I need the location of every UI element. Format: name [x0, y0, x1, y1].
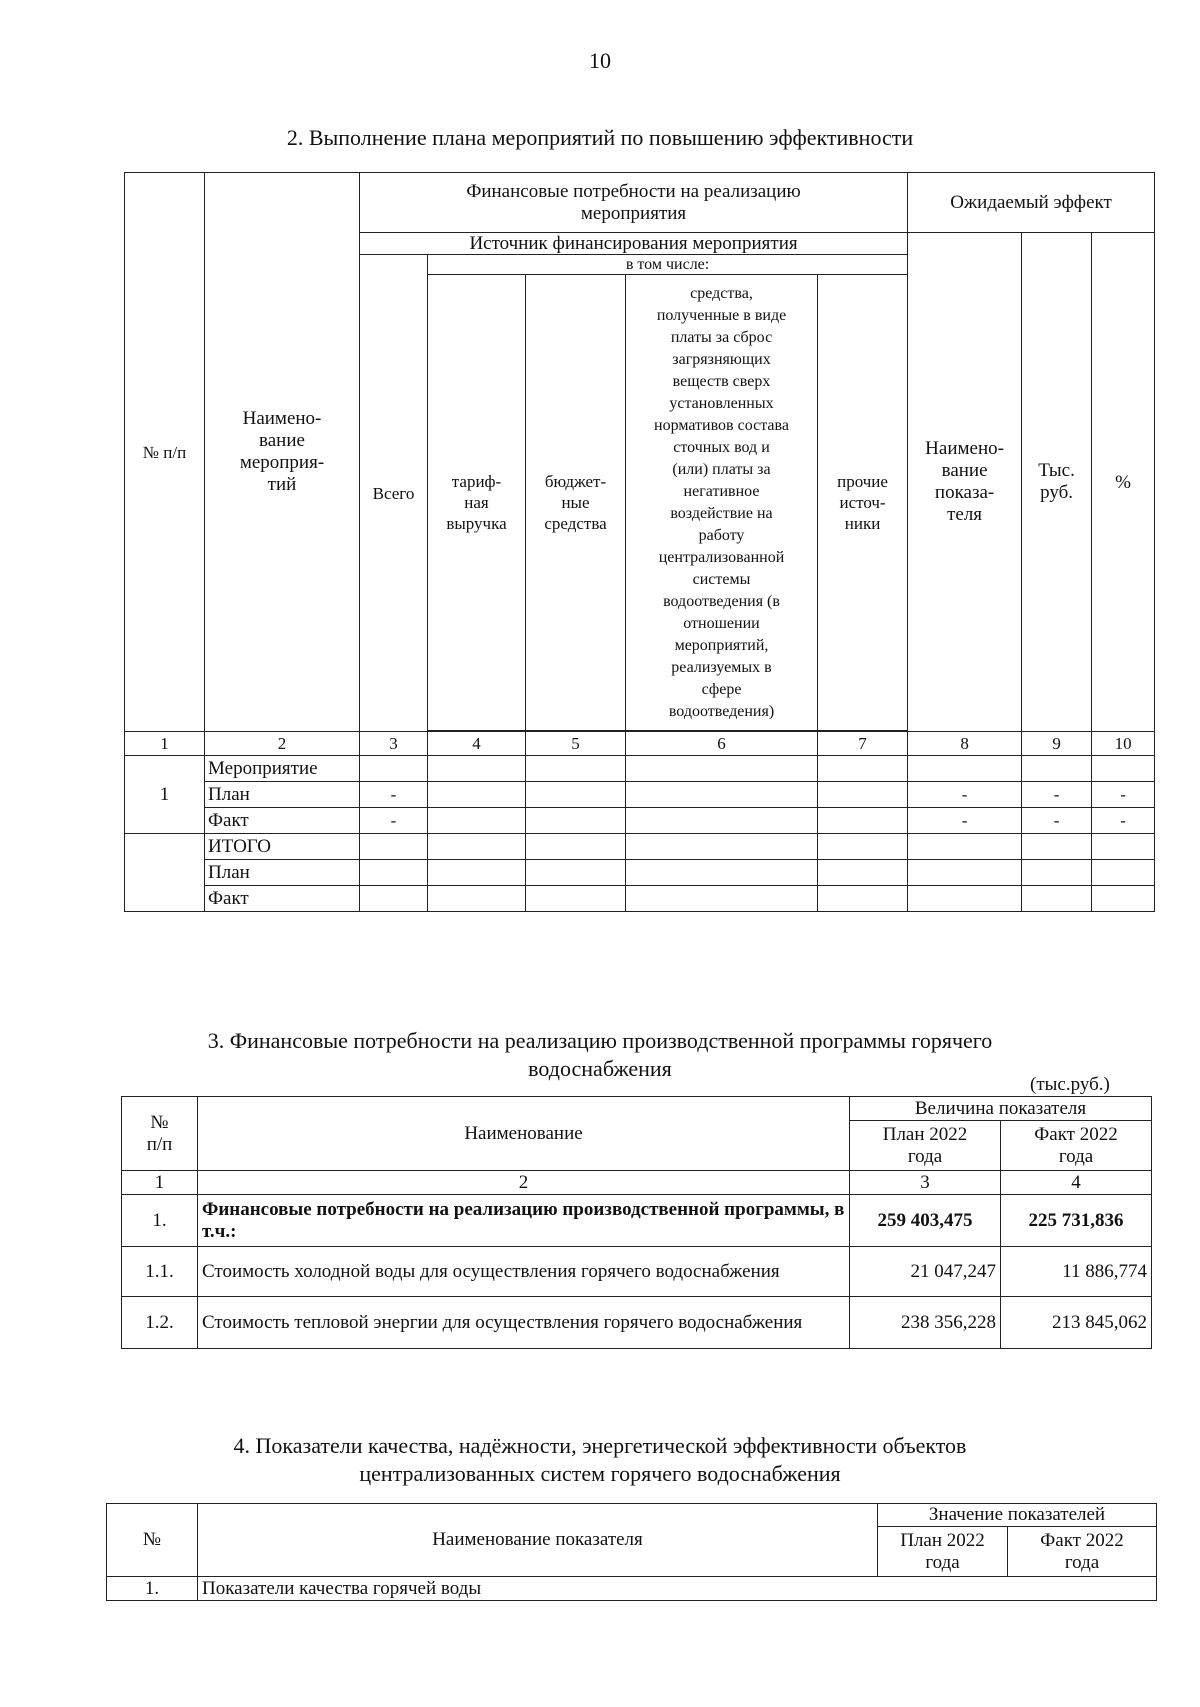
- header-num: № п/п: [122, 1097, 198, 1171]
- header-num: № п/п: [125, 173, 205, 732]
- cell: -: [908, 782, 1022, 808]
- section2-title: 2. Выполнение плана мероприятий по повышению эффективности: [286, 125, 914, 150]
- header-source: Источник финансирования мероприятия: [360, 233, 908, 255]
- cell: [428, 886, 526, 912]
- cell: [818, 834, 908, 860]
- cell: [526, 834, 626, 860]
- row-num: [125, 834, 205, 912]
- colnum: 7: [818, 732, 908, 756]
- section3-title: [0, 1027, 1200, 1083]
- row-label: ИТОГО: [205, 834, 360, 860]
- page-number: 10: [589, 48, 611, 73]
- colnum: 9: [1022, 732, 1092, 756]
- header-thousand-rub: Тыс. руб.: [1022, 233, 1092, 732]
- units-label: (тыс.руб.): [1030, 1074, 1110, 1095]
- header-name: Наимено- вание мероприя- тий: [205, 173, 360, 732]
- colnum: 3: [360, 732, 428, 756]
- cell: [360, 886, 428, 912]
- row-num: 1.1.: [122, 1247, 198, 1297]
- cell: [428, 834, 526, 860]
- section4-title-line2: централизованных систем горячего водоснабжения: [359, 1461, 841, 1486]
- cell: [526, 782, 626, 808]
- section4-title-line1: 4. Показатели качества, надёжности, энергетической эффективности объектов: [233, 1433, 967, 1458]
- cell: [626, 756, 818, 782]
- cell: [908, 756, 1022, 782]
- header-values: Значение показателей: [878, 1504, 1157, 1527]
- header-plan: План 2022 года: [878, 1527, 1008, 1577]
- header-indicator: Наимено- вание показа- теля: [908, 233, 1022, 732]
- cell: -: [1022, 782, 1092, 808]
- cell: -: [360, 808, 428, 834]
- header-financial: Финансовые потребности на реализацию мероприятия: [360, 173, 908, 233]
- cell: [526, 886, 626, 912]
- cell: [908, 886, 1022, 912]
- row-label: Факт: [205, 808, 360, 834]
- header-plan: План 2022 года: [850, 1121, 1001, 1171]
- colnum: 3: [850, 1171, 1001, 1195]
- row-fact: 225 731,836: [1001, 1195, 1152, 1247]
- quality-indicators-table: [106, 1503, 1157, 1601]
- colnum: 2: [198, 1171, 850, 1195]
- cell: [428, 756, 526, 782]
- header-effect: Ожидаемый эффект: [908, 173, 1155, 233]
- row-label: План: [205, 782, 360, 808]
- cell: [626, 782, 818, 808]
- cell: [1022, 886, 1092, 912]
- header-percent: %: [1092, 233, 1155, 732]
- cell: -: [1022, 808, 1092, 834]
- cell: [1092, 860, 1155, 886]
- cell: [818, 756, 908, 782]
- row-name: Финансовые потребности на реализацию производственной программы, в т.ч.:: [198, 1195, 850, 1247]
- row-plan: 259 403,475: [850, 1195, 1001, 1247]
- cell: [818, 782, 908, 808]
- row-name: Стоимость холодной воды для осуществления горячего водоснабжения: [198, 1247, 850, 1297]
- colnum: 2: [205, 732, 360, 756]
- row-label: План: [205, 860, 360, 886]
- cell: [1092, 756, 1155, 782]
- colnum: 8: [908, 732, 1022, 756]
- cell: [818, 808, 908, 834]
- row-num: 1.: [122, 1195, 198, 1247]
- cell: [908, 834, 1022, 860]
- row-num: 1: [125, 756, 205, 834]
- colnum: 6: [626, 732, 818, 756]
- cell: [818, 860, 908, 886]
- cell: [626, 834, 818, 860]
- cell: [908, 860, 1022, 886]
- row-name: Стоимость тепловой энергии для осуществления горячего водоснабжения: [198, 1297, 850, 1349]
- cell: [626, 886, 818, 912]
- efficiency-plan-table: [124, 172, 1155, 912]
- header-including: в том числе:: [428, 255, 908, 275]
- header-pollution-fees: средства, полученные в виде платы за сброс загрязняющих веществ сверх установленных нормативов состава сточных вод и (или) платы за негативное воздействие на работу централизованной системы водоотведения (в отношении мероприятий, реализуемых в сфере водоотведения): [626, 275, 818, 731]
- colnum: 4: [428, 732, 526, 756]
- cell: [428, 860, 526, 886]
- colnum: 1: [125, 732, 205, 756]
- row-label: Мероприятие: [205, 756, 360, 782]
- header-num: №: [107, 1504, 198, 1577]
- section3-title-line2: водоснабжения: [528, 1056, 672, 1081]
- header-name: Наименование: [198, 1097, 850, 1171]
- row-plan: 21 047,247: [850, 1247, 1001, 1297]
- cell: [526, 756, 626, 782]
- row-label: Факт: [205, 886, 360, 912]
- cell: [360, 834, 428, 860]
- cell: [1092, 834, 1155, 860]
- section3-title-line1: 3. Финансовые потребности на реализацию производственной программы горячего: [207, 1028, 993, 1053]
- row-num: 1.: [107, 1577, 198, 1601]
- financial-needs-table: [121, 1096, 1152, 1349]
- cell: [626, 808, 818, 834]
- cell: [1022, 756, 1092, 782]
- row-plan: 238 356,228: [850, 1297, 1001, 1349]
- cell: [526, 808, 626, 834]
- cell: -: [1092, 782, 1155, 808]
- cell: [1022, 860, 1092, 886]
- header-name: Наименование показателя: [198, 1504, 878, 1577]
- colnum: 1: [122, 1171, 198, 1195]
- cell: [360, 756, 428, 782]
- cell: [428, 782, 526, 808]
- header-budget: бюджет- ные средства: [526, 275, 626, 731]
- section4-title: [0, 1432, 1200, 1488]
- row-num: 1.2.: [122, 1297, 198, 1349]
- colnum: 4: [1001, 1171, 1152, 1195]
- header-total: Всего: [360, 255, 428, 732]
- cell: -: [360, 782, 428, 808]
- cell: [818, 886, 908, 912]
- cell: [626, 860, 818, 886]
- colnum: 5: [526, 732, 626, 756]
- cell: [360, 860, 428, 886]
- header-fact: Факт 2022 года: [1008, 1527, 1157, 1577]
- row-fact: 11 886,774: [1001, 1247, 1152, 1297]
- row-fact: 213 845,062: [1001, 1297, 1152, 1349]
- cell: [1022, 834, 1092, 860]
- cell: -: [1092, 808, 1155, 834]
- row-name: Показатели качества горячей воды: [198, 1577, 1157, 1601]
- header-tariff: тариф- ная выручка: [428, 275, 526, 731]
- header-fact: Факт 2022 года: [1001, 1121, 1152, 1171]
- header-other: прочие источ- ники: [818, 275, 908, 731]
- colnum: 10: [1092, 732, 1155, 756]
- cell: [428, 808, 526, 834]
- cell: -: [908, 808, 1022, 834]
- cell: [1092, 886, 1155, 912]
- header-value: Величина показателя: [850, 1097, 1152, 1121]
- cell: [526, 860, 626, 886]
